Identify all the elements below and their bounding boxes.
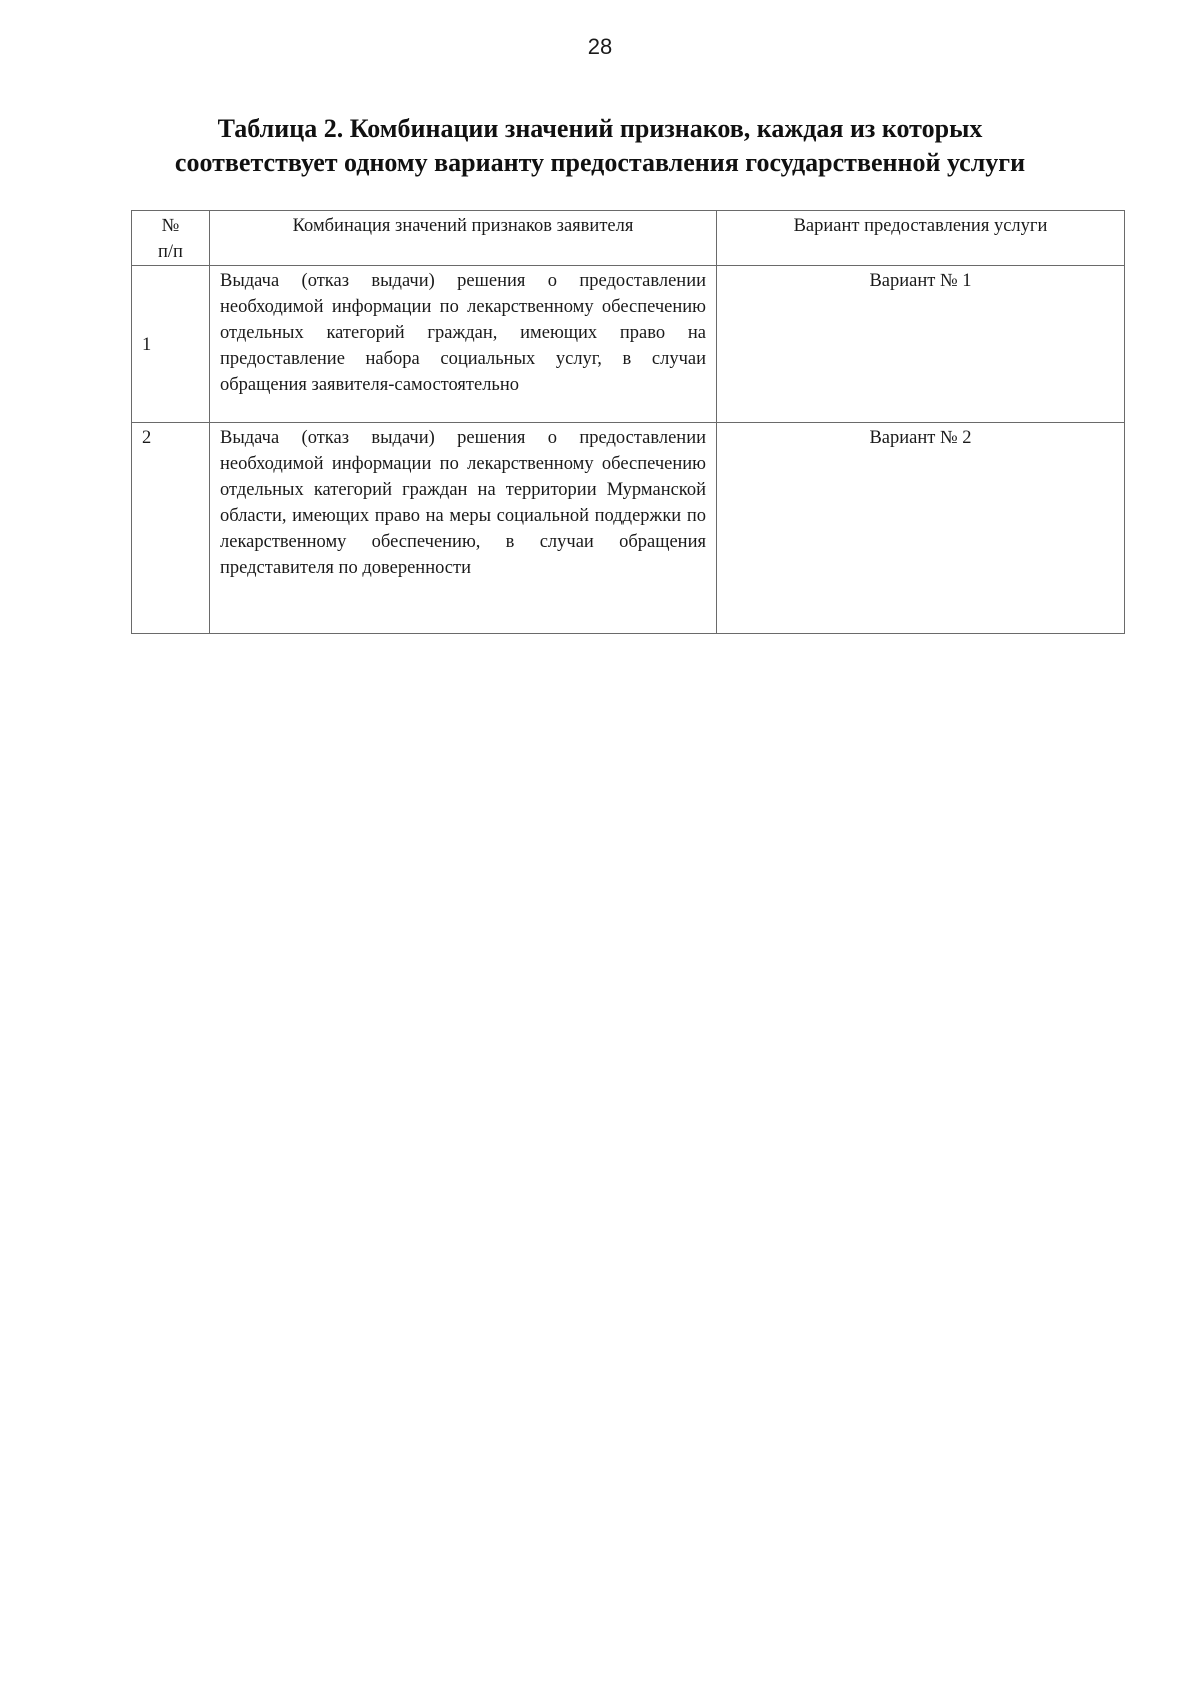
row-number: 2: [132, 423, 210, 634]
page-number: 28: [587, 34, 613, 59]
row-combination: Выдача (отказ выдачи) решения о предоставлении необходимой информации по лекарственному обеспечению отдельных категорий граждан, имеющих право на предоставление набора социальных услуг, в случаи обращения заявителя-самостоятельно: [210, 266, 717, 423]
header-number-symbol: №: [161, 216, 180, 236]
header-number: [132, 211, 210, 266]
header-combination: Комбинация значений признаков заявителя: [210, 211, 717, 266]
table-header-row: [132, 211, 1125, 266]
header-variant: Вариант предоставления услуги: [717, 211, 1125, 266]
row-variant: Вариант № 1: [717, 266, 1125, 423]
table-row: [132, 423, 1125, 634]
table-title: [100, 112, 1100, 180]
row-number: 1: [132, 266, 210, 423]
table-title-line-1: Таблица 2. Комбинации значений признаков, каждая из которых: [217, 114, 983, 143]
table-title-line-2: соответствует одному варианту предоставления государственной услуги: [174, 148, 1026, 177]
row-variant: Вариант № 2: [717, 423, 1125, 634]
row-combination: Выдача (отказ выдачи) решения о предоставлении необходимой информации по лекарственному обеспечению отдельных категорий граждан на территории Мурманской области, имеющих право на меры социальной поддержки по лекарственному обеспечению, в случаи обращения представителя по доверенности: [210, 423, 717, 634]
header-number-abbr: п/п: [158, 242, 183, 262]
variants-table: [131, 210, 1125, 634]
table-row: [132, 266, 1125, 423]
